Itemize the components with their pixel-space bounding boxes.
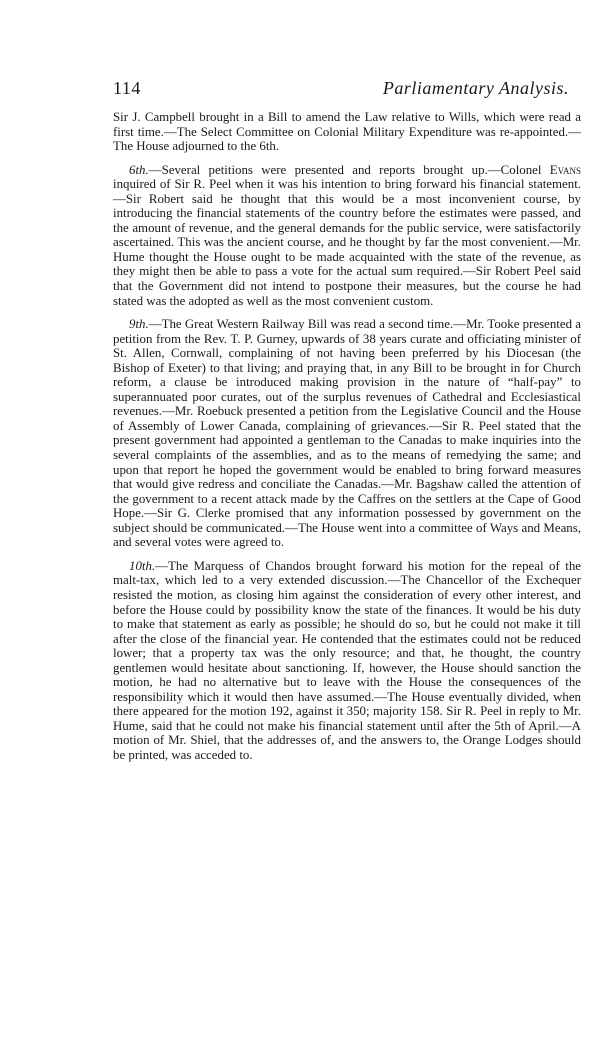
small-caps-name: Evans xyxy=(549,162,581,177)
paragraph-6th xyxy=(113,163,581,308)
entry-date: 10th. xyxy=(129,558,156,573)
entry-date: 9th. xyxy=(129,317,149,332)
paragraph-text-lead: —Several petitions were presented and reports brought up.—Colonel xyxy=(148,162,550,177)
page-number: 114 xyxy=(113,78,141,98)
paragraph-10th xyxy=(113,559,581,763)
running-title: Parliamentary Analysis. xyxy=(382,78,569,98)
entry-date: 6th. xyxy=(129,162,149,177)
paragraph-opening xyxy=(113,110,581,154)
body-text xyxy=(113,110,581,763)
page-header xyxy=(113,78,581,104)
paragraph-9th xyxy=(113,317,581,550)
paragraph-text: inquired of Sir R. Peel when it was his intention to bring forward his financial statement.—Sir Robert said he thought that this would be a most inconvenient course, by introducing the financial statements of the country before the estimates were passed, and the amount of revenue, and the general demands for the public service, were satisfactorily ascertained. This was the ancient course, and he thought by far the most convenient.—Mr. Hume thought the House ought to be made acquainted with the state of the revenue, as they might then be able to pass a vote for the actual sum required.—Sir Robert Peel said that the Government did not intend to postpone their measures, but the course he had stated was the adopted as well as the most convenient custom. xyxy=(113,177,581,308)
paragraph-text: Sir J. Campbell brought in a Bill to amend the Law relative to Wills, which were read a first time.—The Select Committee on Colonial Military Expenditure was re-appointed.—The House adjourned to the 6th. xyxy=(113,110,581,154)
paragraph-text: —The Marquess of Chandos brought forward his motion for the repeal of the malt-tax, which led to a very extended discussion.—The Chancellor of the Exchequer resisted the motion, as closing him against the consideration of every other interest, and before the House could by possibility know the state of the finances. It would be his duty to make that statement as early as possible; he should do so, but he could not make it till after the close of the financial year. He contended that the estimates could not be reduced lower; that a property tax was the only resource; and that, he thought, the country gentlemen would hesitate about sanctioning. If, however, the House should sanction the motion, he had no alternative but to leave with the House the consequences of the responsibility which it would then have assumed.—The House eventually divided, when there appeared for the motion 192, against it 350; majority 158. Sir R. Peel in reply to Mr. Hume, said that he could not make his financial statement until after the 5th of April.—A motion of Mr. Shiel, that the addresses of, and the answers to, the Orange Lodges should be printed, was acceded to. xyxy=(113,558,581,762)
paragraph-text: —The Great Western Railway Bill was read a second time.—Mr. Tooke presented a petition from the Rev. T. P. Gurney, upwards of 38 years curate and officiating minister of St. Allen, Cornwall, complaining of not having been preferred by his Diocesan (the Bishop of Exeter) to that living; and praying that, in any Bill to be brought in for Church reform, a clause be introduced making provision in the nature of “half-pay” to superannuated poor curates, out of the surplus revenues of Cathedral and Ecclesiastical revenues.—Mr. Roebuck presented a petition from the Legislative Council and the House of Assembly of Lower Canada, complaining of grievances.—Sir R. Peel stated that the present government had appointed a gentleman to the Canadas to make inquiries into the several complaints of the assemblies, and as to the means of remedying the same; and upon that report he hoped the government would be enabled to bring forward measures that would give redress and conciliate the Canadas.—Mr. Bagshaw called the attention of the government to a recent attack made by the Caffres on the settlers at the Cape of Good Hope.—Sir G. Clerke promised that any information possessed by government on the subject should be communicated.—The House went into a committee of Ways and Means, and several votes were agreed to. xyxy=(113,317,581,550)
